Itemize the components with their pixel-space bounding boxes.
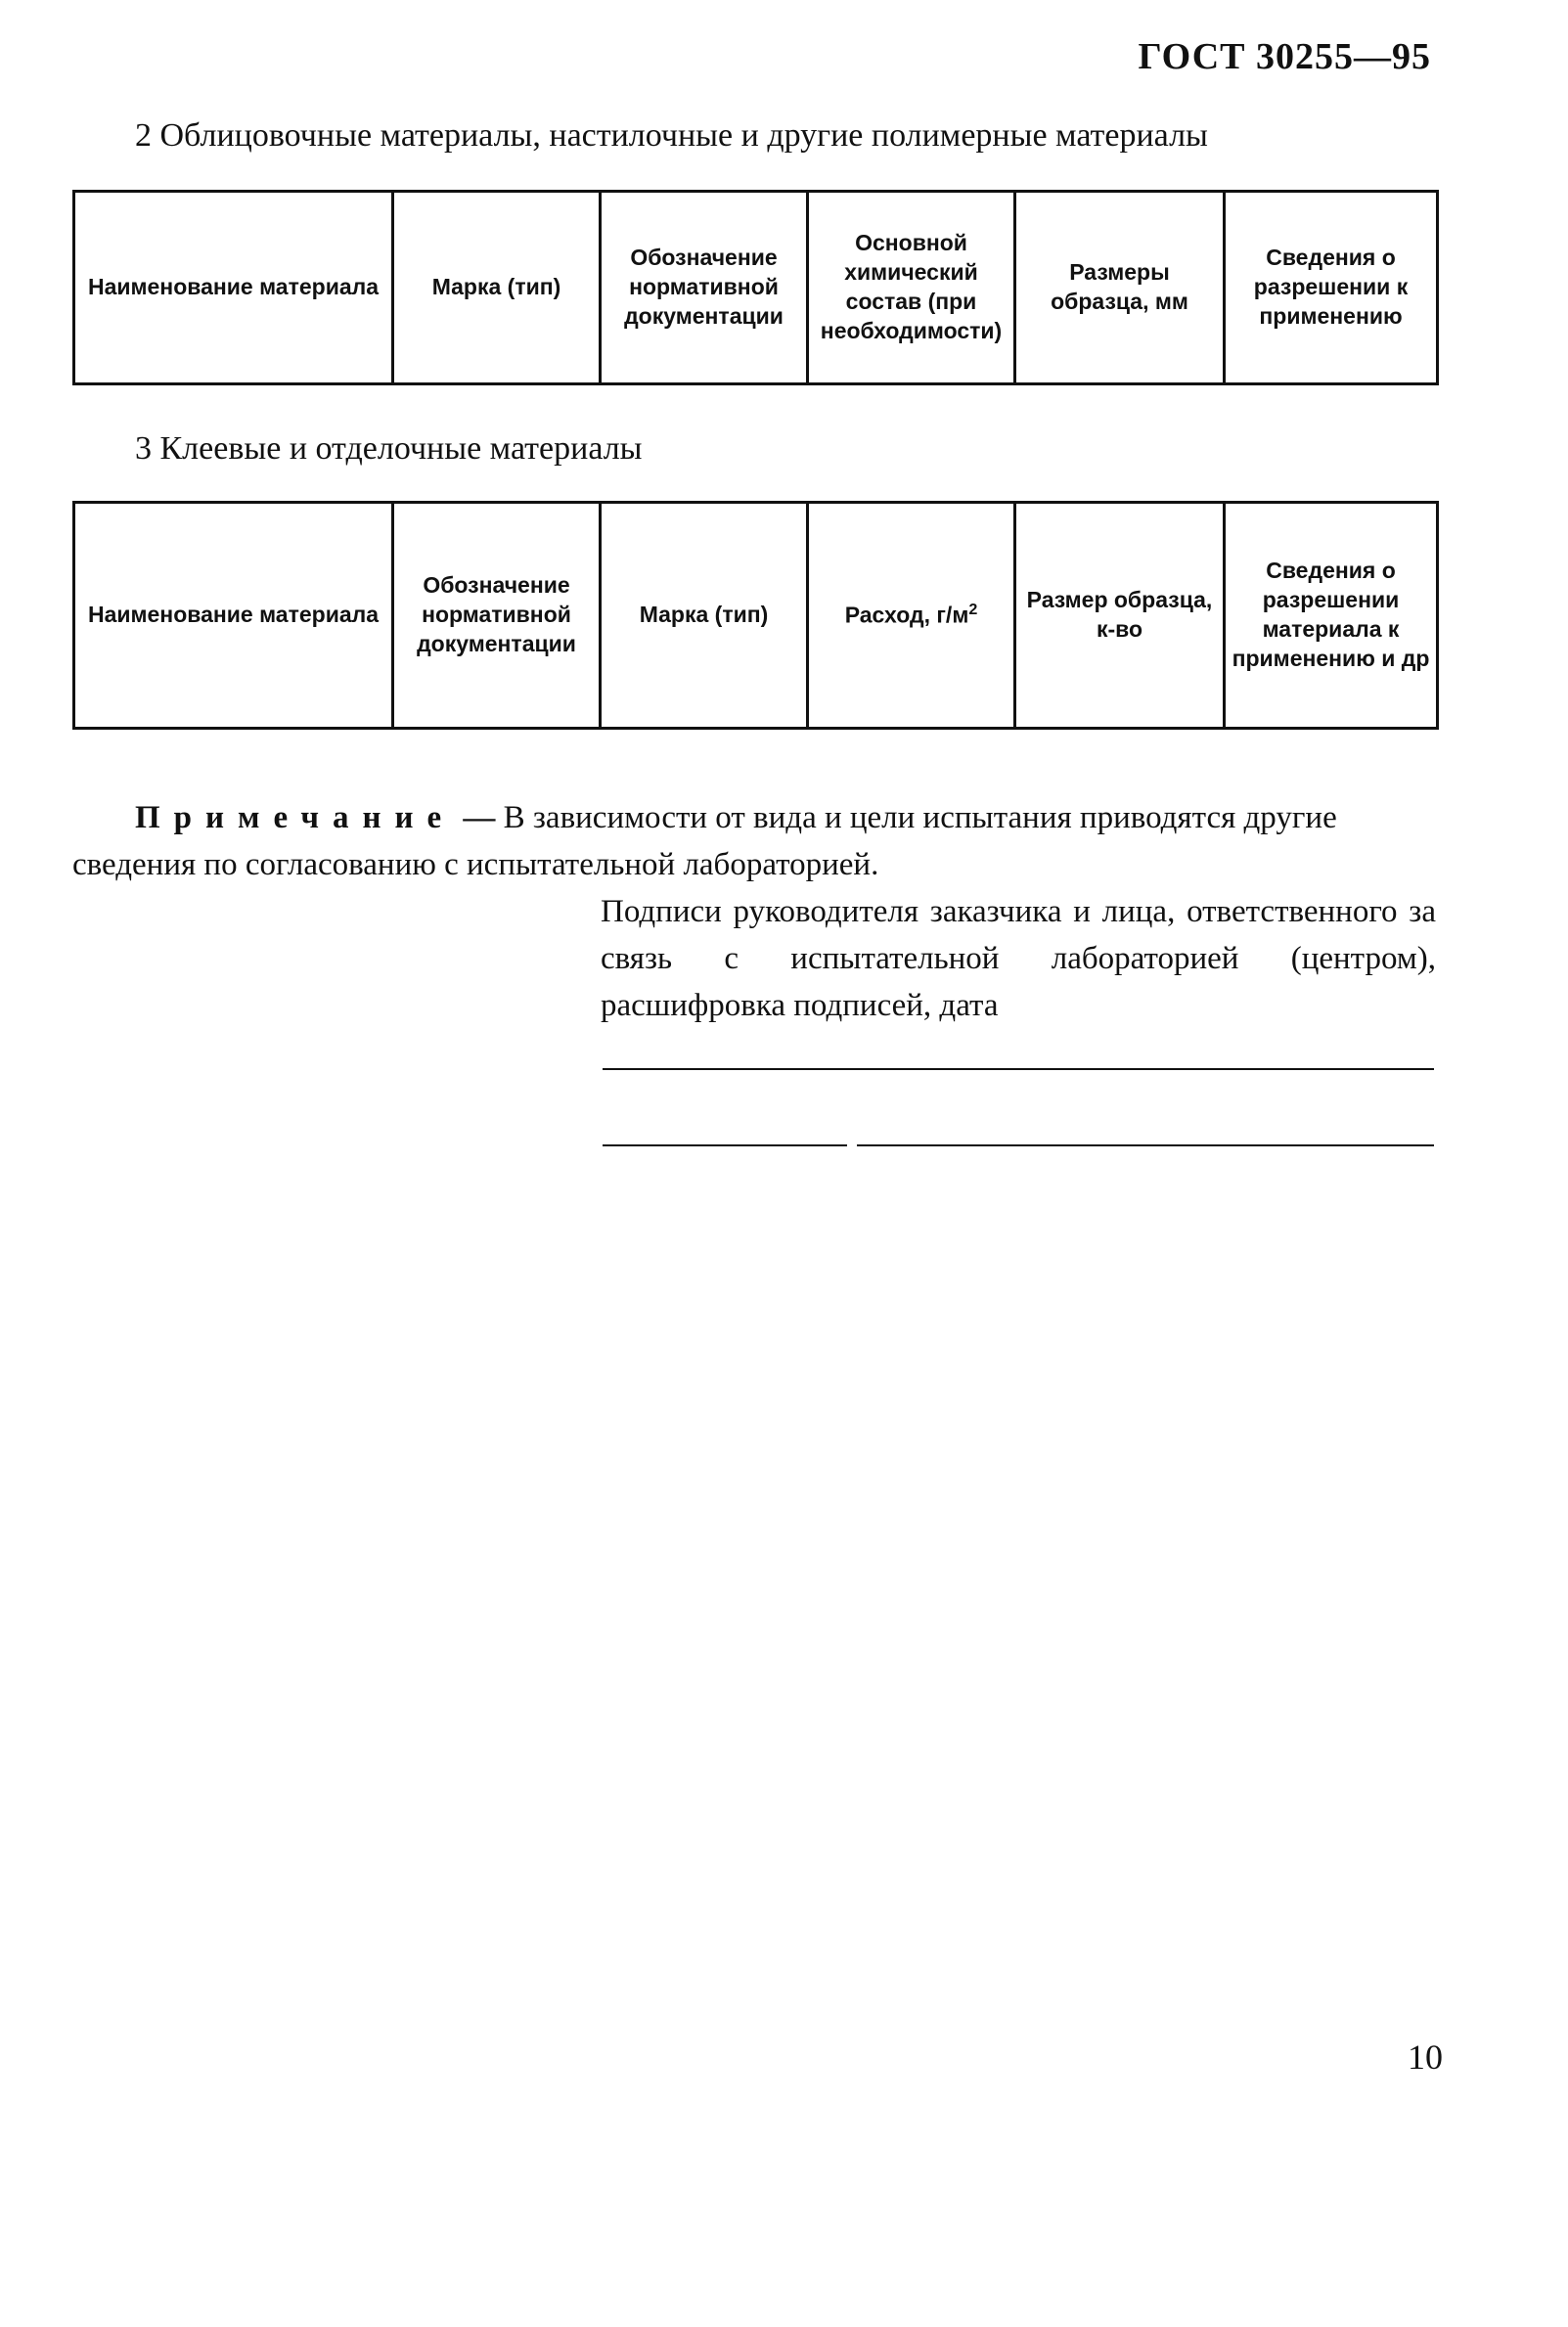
consumption-label: Расход, г/м	[844, 602, 969, 628]
signature-line-long	[857, 1144, 1434, 1146]
note-paragraph	[72, 794, 1436, 888]
column-header-normative-doc: Обозначение нормативной документации	[601, 192, 808, 384]
page-number: 10	[1408, 2037, 1443, 2077]
note-text: В зависимости от вида и цели испытания приводятся другие сведения по согласованию с испытательной лабораторией.	[72, 800, 1337, 882]
column-header-chemical-composition: Основной химический состав (при необходимости)	[808, 192, 1015, 384]
column-header-sample-size: Размеры образца, мм	[1015, 192, 1225, 384]
note-label: Примечание	[135, 800, 456, 835]
table-header-row	[74, 503, 1438, 729]
section-3-title: 3 Клеевые и отделочные материалы	[135, 430, 643, 467]
section-2-title: 2 Облицовочные материалы, настилочные и другие полимерные материалы	[135, 117, 1208, 154]
column-header-permission-info: Сведения о разрешении к применению	[1225, 192, 1438, 384]
column-header-brand: Марка (тип)	[601, 503, 808, 729]
table-header-row	[74, 192, 1438, 384]
column-header-consumption	[808, 503, 1015, 729]
column-header-sample-size: Размер образца, к-во	[1015, 503, 1225, 729]
column-header-brand: Марка (тип)	[393, 192, 601, 384]
section-3-table	[72, 501, 1439, 730]
signature-line-short	[603, 1144, 847, 1146]
page-header-standard: ГОСТ 30255—95	[1138, 36, 1431, 77]
signature-caption: Подписи руководителя заказчика и лица, ответственного за связь с испытательной лабораторией (центром), расшифровка подписей, дата	[601, 894, 1436, 1023]
column-header-permission-info: Сведения о разрешении материала к применению и др	[1225, 503, 1438, 729]
consumption-superscript: 2	[968, 601, 978, 619]
section-2-table	[72, 190, 1439, 385]
column-header-material-name: Наименование материала	[74, 503, 393, 729]
note-dash: —	[463, 800, 496, 835]
column-header-material-name: Наименование материала	[74, 192, 393, 384]
column-header-normative-doc: Обозначение нормативной документации	[393, 503, 601, 729]
signature-line	[603, 1068, 1434, 1070]
